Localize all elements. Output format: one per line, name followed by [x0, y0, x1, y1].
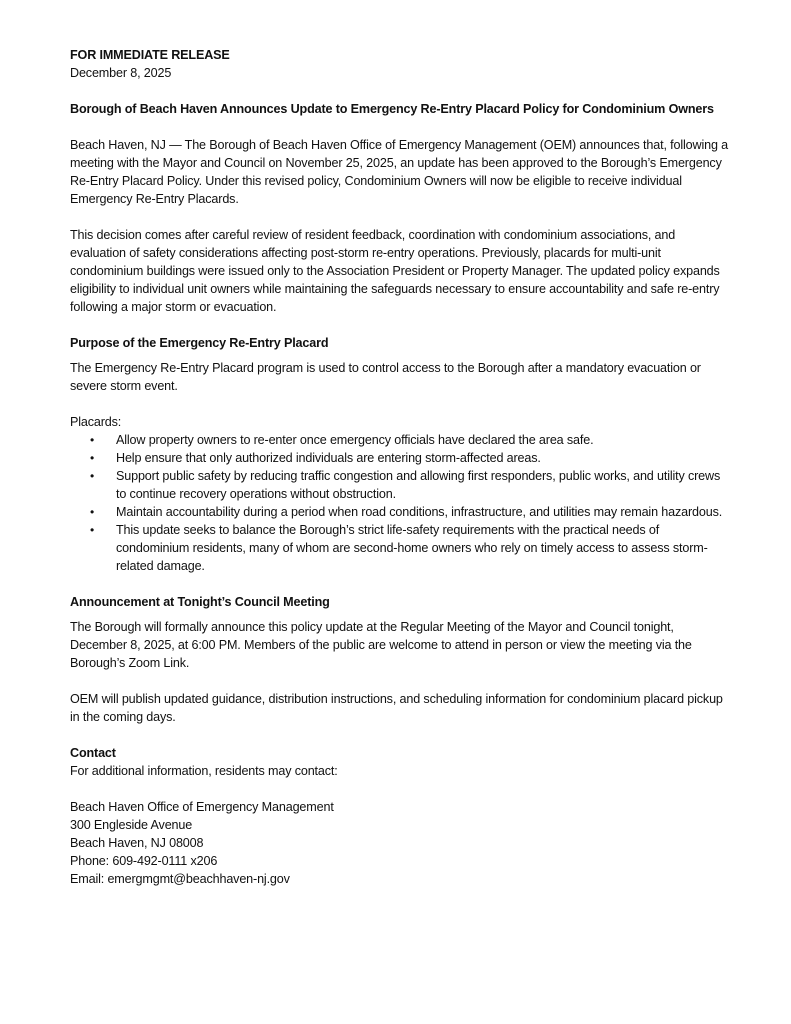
bullet-icon: •: [90, 451, 95, 465]
purpose-heading: Purpose of the Emergency Re-Entry Placard: [70, 336, 329, 350]
intro-paragraph: This decision comes after careful review of resident feedback, coordination with condominium associations, and evaluation of safety considerations affecting post-storm re-entry operations. Previously, placards for multi-unit condominium buildings were issued only to the Association President or Property Manager. The updated policy expands eligibility to individual unit owners while maintaining the safeguards necessary to ensure accountability and safe re-entry following a major storm or evacuation.: [70, 228, 720, 314]
contact-heading: Contact: [70, 746, 116, 760]
contact-email: Email: emergmgmt@beachhaven-nj.gov: [70, 872, 290, 886]
list-item-text: This update seeks to balance the Borough’s strict life-safety requirements with the practical needs of condominium residents, many of whom are second-home owners who rely on timely access to assess storm-related damage.: [116, 523, 708, 573]
bullet-icon: •: [90, 469, 95, 483]
announcement-paragraph: OEM will publish updated guidance, distribution instructions, and scheduling information for condominium placard pickup in the coming days.: [70, 692, 723, 724]
placards-bullet-list: [70, 431, 730, 575]
list-item: [70, 449, 730, 467]
list-item: [70, 431, 730, 449]
bullet-icon: •: [90, 523, 95, 537]
contact-street: 300 Engleside Avenue: [70, 818, 193, 832]
purpose-body: The Emergency Re-Entry Placard program is used to control access to the Borough after a mandatory evacuation or severe storm event.: [70, 361, 701, 393]
list-item-text: Allow property owners to re-enter once emergency officials have declared the area safe.: [116, 433, 594, 447]
document-title: Borough of Beach Haven Announces Update to Emergency Re-Entry Placard Policy for Condominium Owners: [70, 102, 714, 116]
contact-phone: Phone: 609-492-0111 x206: [70, 854, 218, 868]
announcement-heading: Announcement at Tonight’s Council Meeting: [70, 595, 330, 609]
announcement-paragraph: The Borough will formally announce this policy update at the Regular Meeting of the Mayor and Council tonight, December 8, 2025, at 6:00 PM. Members of the public are welcome to attend in person or view the meeting via the Borough’s Zoom Link.: [70, 620, 692, 670]
release-label: FOR IMMEDIATE RELEASE: [70, 48, 230, 62]
placards-list-label: Placards:: [70, 415, 122, 429]
contact-city-state-zip: Beach Haven, NJ 08008: [70, 836, 204, 850]
contact-organization: Beach Haven Office of Emergency Management: [70, 800, 334, 814]
list-item-text: Support public safety by reducing traffic congestion and allowing first responders, public works, and utility crews to continue recovery operations without obstruction.: [116, 469, 721, 501]
list-item-text: Help ensure that only authorized individuals are entering storm-affected areas.: [116, 451, 541, 465]
bullet-icon: •: [90, 505, 95, 519]
bullet-icon: •: [90, 433, 95, 447]
intro-paragraph: Beach Haven, NJ — The Borough of Beach Haven Office of Emergency Management (OEM) announces that, following a meeting with the Mayor and Council on November 25, 2025, an update has been approved to the Borough’s Emergency Re-Entry Placard Policy. Under this revised policy, Condominium Owners will now be eligible to receive individual Emergency Re-Entry Placards.: [70, 138, 729, 206]
list-item-text: Maintain accountability during a period when road conditions, infrastructure, and utilities may remain hazardous.: [116, 505, 723, 519]
contact-intro: For additional information, residents may contact:: [70, 764, 338, 778]
list-item: [70, 503, 730, 521]
press-release-document: [70, 46, 730, 888]
list-item: [70, 467, 730, 503]
list-item: [70, 521, 730, 575]
release-date: December 8, 2025: [70, 66, 172, 80]
